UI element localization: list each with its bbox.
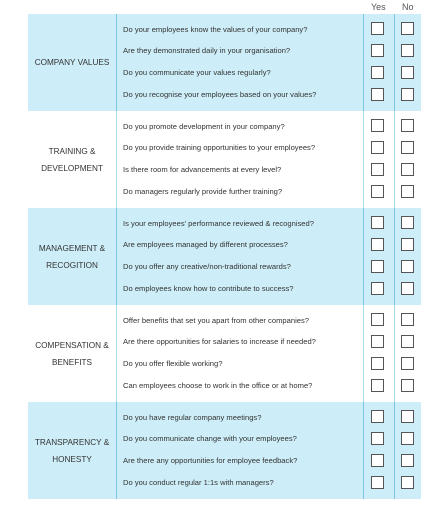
no-checkbox[interactable] [401, 88, 414, 101]
yes-checkbox[interactable] [371, 22, 384, 35]
no-checkbox[interactable] [401, 432, 414, 445]
question-text: Do you offer flexible working? [123, 359, 223, 368]
yes-checkbox[interactable] [371, 141, 384, 154]
yes-checkbox[interactable] [371, 357, 384, 370]
no-checkbox[interactable] [401, 357, 414, 370]
column-divider [394, 208, 395, 305]
yes-checkbox[interactable] [371, 163, 384, 176]
yes-checkbox[interactable] [371, 66, 384, 79]
question-text: Are there any opportunities for employee feedback? [123, 456, 298, 465]
category-label: COMPANY VALUES [34, 58, 110, 67]
section-training-development [28, 111, 421, 208]
question-text: Offer benefits that set you apart from other companies? [123, 316, 310, 325]
no-checkbox[interactable] [401, 163, 414, 176]
category-label: TRAINING & DEVELOPMENT [41, 146, 103, 173]
question-text: Are they demonstrated daily in your organisation? [123, 46, 291, 55]
column-divider [394, 111, 395, 208]
question-text: Do you offer any creative/non-traditional rewards? [123, 262, 291, 271]
no-checkbox[interactable] [401, 44, 414, 57]
question-text: Do you conduct regular 1:1s with managers? [123, 478, 274, 487]
section-company-values [28, 14, 421, 111]
question-text: Are there opportunities for salaries to increase if needed? [123, 337, 316, 346]
section-compensation-benefits [28, 305, 421, 402]
yes-checkbox[interactable] [371, 454, 384, 467]
yes-checkbox[interactable] [371, 379, 384, 392]
column-divider [116, 402, 117, 499]
category-label: TRANSPARENCY & HONESTY [34, 437, 110, 464]
column-divider [116, 208, 117, 305]
section-management-recognition [28, 208, 421, 305]
no-checkbox[interactable] [401, 379, 414, 392]
question-text: Do you communicate change with your employees? [123, 434, 297, 443]
question-text: Do you recognise your employees based on your values? [123, 90, 317, 99]
question-text: Are employees managed by different processes? [123, 240, 288, 249]
question-text: Do employees know how to contribute to success? [123, 284, 294, 293]
question-text: Do you provide training opportunities to your employees? [123, 143, 316, 152]
question-text: Do you communicate your values regularly? [123, 68, 271, 77]
no-checkbox[interactable] [401, 216, 414, 229]
yes-checkbox[interactable] [371, 238, 384, 251]
yes-checkbox[interactable] [371, 216, 384, 229]
column-divider [116, 14, 117, 111]
category-label: COMPENSATION & BENEFITS [35, 340, 109, 367]
yes-checkbox[interactable] [371, 185, 384, 198]
yes-checkbox[interactable] [371, 282, 384, 295]
column-divider [116, 305, 117, 402]
no-checkbox[interactable] [401, 410, 414, 423]
column-divider [394, 14, 395, 111]
question-text: Is there room for advancements at every level? [123, 165, 282, 174]
question-text: Is your employees' performance reviewed & recognised? [123, 219, 314, 228]
yes-checkbox[interactable] [371, 44, 384, 57]
no-checkbox[interactable] [401, 66, 414, 79]
no-checkbox[interactable] [401, 260, 414, 273]
yes-checkbox[interactable] [371, 313, 384, 326]
no-checkbox[interactable] [401, 185, 414, 198]
yes-checkbox[interactable] [371, 432, 384, 445]
yes-checkbox[interactable] [371, 119, 384, 132]
column-divider [116, 111, 117, 208]
no-checkbox[interactable] [401, 22, 414, 35]
no-column-header: No [402, 2, 414, 12]
yes-checkbox[interactable] [371, 88, 384, 101]
yes-checkbox[interactable] [371, 410, 384, 423]
question-text: Do you promote development in your company? [123, 122, 285, 131]
no-checkbox[interactable] [401, 454, 414, 467]
yes-column-header: Yes [371, 2, 386, 12]
question-text: Do you have regular company meetings? [123, 413, 262, 422]
section-transparency-honesty [28, 402, 421, 499]
no-checkbox[interactable] [401, 238, 414, 251]
no-checkbox[interactable] [401, 119, 414, 132]
question-text: Can employees choose to work in the office or at home? [123, 381, 313, 390]
yes-checkbox[interactable] [371, 476, 384, 489]
column-divider [394, 402, 395, 499]
no-checkbox[interactable] [401, 335, 414, 348]
no-checkbox[interactable] [401, 313, 414, 326]
yes-checkbox[interactable] [371, 260, 384, 273]
question-text: Do managers regularly provide further training? [123, 187, 283, 196]
no-checkbox[interactable] [401, 141, 414, 154]
no-checkbox[interactable] [401, 282, 414, 295]
category-label: MANAGEMENT & RECOGITION [38, 243, 106, 270]
yes-checkbox[interactable] [371, 335, 384, 348]
column-divider [394, 305, 395, 402]
question-text: Do your employees know the values of your company? [123, 25, 308, 34]
no-checkbox[interactable] [401, 476, 414, 489]
